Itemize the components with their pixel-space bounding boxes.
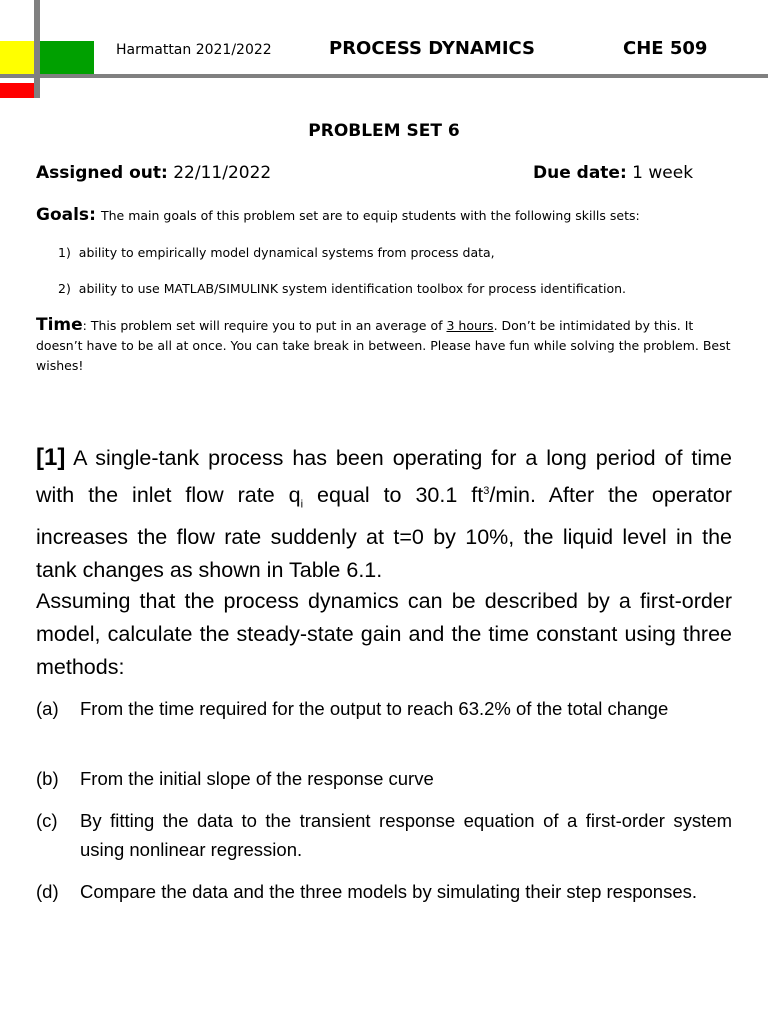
problem-number: [1] bbox=[36, 444, 66, 471]
problem-text-c: /min. After the operator increases the flow rate suddenly at t=0 by 10%, the liquid level in the tank changes as shown in Table 6.1. bbox=[36, 483, 732, 583]
flow-unit-superscript: 3 bbox=[483, 485, 490, 497]
option-item bbox=[36, 764, 732, 793]
flow-subscript: i bbox=[300, 498, 304, 511]
option-item bbox=[36, 877, 732, 906]
assigned-line bbox=[36, 163, 271, 183]
time-text-after: . Don’t be intimidated by this. It doesn’t have to be all at once. You can take break in between. Please have fun while solving the problem. Best wishes! bbox=[36, 318, 731, 373]
header-yellow-block bbox=[0, 41, 34, 74]
due-value: 1 week bbox=[632, 163, 694, 183]
problem-assumption: Assuming that the process dynamics can be described by a first-order model, calculate the steady-state gain and the time constant using three methods: bbox=[36, 589, 732, 679]
header-term: Harmattan 2021/2022 bbox=[116, 42, 272, 58]
problem-text-a: A single-tank process has been operating for a long period of time with the inlet flow rate q bbox=[36, 446, 732, 508]
goal-item-number: 1) bbox=[58, 245, 71, 260]
time-text-before: This problem set will require you to put in an average of bbox=[90, 318, 443, 333]
goal-item-text: ability to use MATLAB/SIMULINK system identification toolbox for process identification. bbox=[78, 281, 627, 296]
problem-text-b: equal to 30.1 ft bbox=[303, 483, 484, 508]
problem-set-title: PROBLEM SET 6 bbox=[308, 121, 460, 141]
goal-item bbox=[58, 245, 495, 260]
option-label: (d) bbox=[36, 881, 59, 902]
time-hours: 3 hours bbox=[446, 318, 494, 333]
goal-item-text: ability to empirically model dynamical systems from process data, bbox=[78, 245, 495, 260]
due-label: Due date: bbox=[533, 163, 627, 183]
goals-label: Goals bbox=[36, 205, 90, 225]
option-item bbox=[36, 694, 732, 723]
assigned-value: 22/11/2022 bbox=[173, 163, 272, 183]
problem-statement bbox=[36, 441, 732, 587]
option-text: From the initial slope of the response curve bbox=[80, 768, 434, 789]
header-course-title: PROCESS DYNAMICS bbox=[329, 38, 536, 59]
header-red-block bbox=[0, 83, 34, 98]
goal-item-number: 2) bbox=[58, 281, 71, 296]
option-label: (b) bbox=[36, 768, 59, 789]
assigned-label: Assigned out: bbox=[36, 163, 168, 183]
goals-intro: Goals: The main goals of this problem set are to equip students with the following skills sets: bbox=[36, 205, 640, 225]
header-vertical-rule bbox=[34, 0, 40, 98]
option-text: From the time required for the output to reach 63.2% of the total change bbox=[80, 698, 669, 719]
option-text: Compare the data and the three models by simulating their step responses. bbox=[80, 881, 698, 902]
header-course-code: CHE 509 bbox=[623, 38, 708, 59]
option-text: By fitting the data to the transient response equation of a first-order system using nonlinear regression. bbox=[80, 810, 732, 860]
due-line bbox=[533, 163, 693, 183]
goal-item bbox=[58, 281, 626, 296]
time-label: Time bbox=[36, 315, 83, 335]
goals-intro-text: The main goals of this problem set are to equip students with the following skills sets: bbox=[100, 208, 640, 223]
time-paragraph: Time: This problem set will require you to put in an average of 3 hours. Don’t be intimidated by this. It doesn’t have to be all at once. You can take break in between. Please have fun while solving the problem. Best wishes! bbox=[36, 315, 731, 373]
option-item bbox=[36, 806, 732, 864]
option-label: (a) bbox=[36, 698, 59, 719]
header-horizontal-rule bbox=[0, 74, 768, 78]
option-label: (c) bbox=[36, 810, 58, 831]
header-green-block bbox=[40, 41, 94, 74]
